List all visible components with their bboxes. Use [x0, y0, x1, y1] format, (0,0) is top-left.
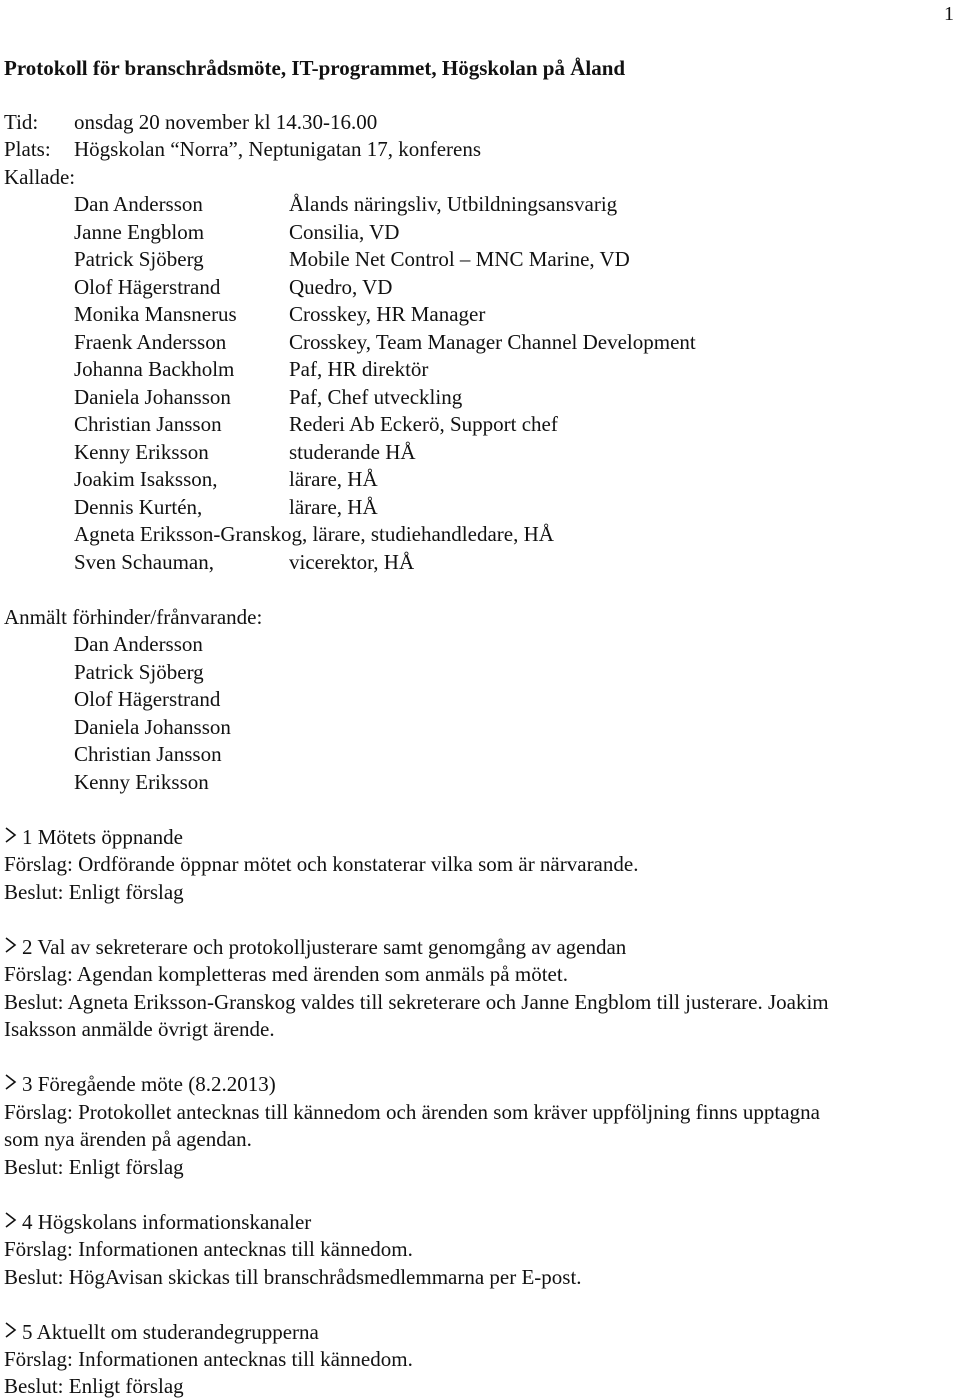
attendee-role: Consilia, VD — [289, 220, 400, 244]
plats-label: Plats: — [4, 137, 51, 161]
attendee-role: studerande HÅ — [289, 440, 416, 464]
agenda-line: Isaksson anmälde övrigt ärende. — [4, 1017, 275, 1041]
agenda-heading: 5 Aktuellt om studerandegrupperna — [22, 1320, 319, 1344]
attendee-name: Janne Engblom — [74, 220, 205, 244]
attendee-role: lärare, HÅ — [289, 495, 378, 519]
attendee-name: Agneta Eriksson-Granskog, lärare, studiehandledare, HÅ — [74, 522, 554, 546]
attendee-name: Johanna Backholm — [74, 357, 235, 381]
agenda-line: Förslag: Protokollet antecknas till kännedom och ärenden som kräver uppföljning finns upptagna — [4, 1100, 820, 1124]
attendee-name: Daniela Johansson — [74, 385, 231, 409]
attendee-row — [74, 192, 618, 216]
arrow-bullet-icon — [4, 1320, 18, 1346]
agenda-line: Förslag: Agendan kompletteras med ärenden som anmäls på mötet. — [4, 962, 568, 986]
attendee-role: Paf, Chef utveckling — [289, 385, 463, 409]
attendee-row — [74, 220, 400, 244]
plats-row — [4, 137, 481, 161]
tid-label: Tid: — [4, 110, 39, 134]
agenda-line: Beslut: Enligt förslag — [4, 880, 184, 904]
agenda-heading: 3 Föregående möte (8.2.2013) — [22, 1072, 276, 1096]
agenda-heading: 2 Val av sekreterare och protokolljusterare samt genomgång av agendan — [22, 935, 627, 959]
attendee-role: Crosskey, HR Manager — [289, 302, 486, 326]
attendee-name: Monika Mansnerus — [74, 302, 237, 326]
attendee-role: Rederi Ab Eckerö, Support chef — [289, 412, 558, 436]
tid-row — [4, 110, 377, 134]
attendee-row — [74, 467, 378, 491]
forhinder-label: Anmält förhinder/frånvarande: — [4, 605, 263, 629]
attendee-row — [74, 357, 429, 381]
absent-name: Daniela Johansson — [74, 715, 231, 739]
attendee-role: Quedro, VD — [289, 275, 393, 299]
page-title: Protokoll för branschrådsmöte, IT-programmet, Högskolan på Åland — [4, 56, 626, 80]
attendee-row — [74, 247, 630, 271]
arrow-bullet-icon — [4, 1210, 18, 1236]
attendee-role: Crosskey, Team Manager Channel Development — [289, 330, 696, 354]
arrow-bullet-icon — [4, 825, 18, 851]
attendee-row — [74, 495, 378, 519]
attendee-row — [74, 550, 415, 574]
agenda-line: Beslut: Agneta Eriksson-Granskog valdes till sekreterare och Janne Engblom till justerare. Joakim — [4, 990, 829, 1014]
attendee-row — [74, 522, 554, 546]
attendee-name: Joakim Isaksson, — [74, 467, 218, 491]
page-number: 1 — [944, 3, 954, 25]
absent-name: Christian Jansson — [74, 742, 222, 766]
agenda-heading: 4 Högskolans informationskanaler — [22, 1210, 312, 1234]
attendee-row — [74, 302, 486, 326]
attendee-name: Kenny Eriksson — [74, 440, 209, 464]
attendee-name: Patrick Sjöberg — [74, 247, 204, 271]
attendee-role: Paf, HR direktör — [289, 357, 429, 381]
attendee-row — [74, 440, 416, 464]
attendee-role: vicerektor, HÅ — [289, 550, 415, 574]
attendee-role: Ålands näringsliv, Utbildningsansvarig — [289, 192, 618, 216]
absent-name: Patrick Sjöberg — [74, 660, 204, 684]
attendee-row — [74, 412, 558, 436]
agenda-line: Beslut: Enligt förslag — [4, 1155, 184, 1179]
arrow-bullet-icon — [4, 1072, 18, 1098]
absent-name: Kenny Eriksson — [74, 770, 209, 794]
attendee-name: Dan Andersson — [74, 192, 203, 216]
attendee-name: Olof Hägerstrand — [74, 275, 221, 299]
plats-value: Högskolan “Norra”, Neptunigatan 17, konferens — [74, 137, 482, 161]
agenda-line: Beslut: Enligt förslag — [4, 1374, 184, 1398]
attendee-row — [74, 385, 463, 409]
agenda-heading: 1 Mötets öppnande — [22, 825, 183, 849]
agenda-line: Förslag: Informationen antecknas till kännedom. — [4, 1347, 413, 1371]
agenda-line: Förslag: Informationen antecknas till kännedom. — [4, 1237, 413, 1261]
attendee-role: Mobile Net Control – MNC Marine, VD — [289, 247, 630, 271]
tid-value: onsdag 20 november kl 14.30-16.00 — [74, 110, 378, 134]
attendee-name: Fraenk Andersson — [74, 330, 227, 354]
agenda-line: Beslut: HögAvisan skickas till branschrådsmedlemmarna per E-post. — [4, 1265, 582, 1289]
attendee-name: Christian Jansson — [74, 412, 222, 436]
arrow-bullet-icon — [4, 935, 18, 961]
agenda-line: som nya ärenden på agendan. — [4, 1127, 252, 1151]
kallade-label: Kallade: — [4, 165, 76, 189]
attendee-name: Sven Schauman, — [74, 550, 214, 574]
absent-name: Dan Andersson — [74, 632, 203, 656]
attendee-row — [74, 275, 393, 299]
agenda-line: Förslag: Ordförande öppnar mötet och konstaterar vilka som är närvarande. — [4, 852, 639, 876]
attendee-row — [74, 330, 696, 354]
attendee-role: lärare, HÅ — [289, 467, 378, 491]
absent-name: Olof Hägerstrand — [74, 687, 221, 711]
attendee-name: Dennis Kurtén, — [74, 495, 203, 519]
